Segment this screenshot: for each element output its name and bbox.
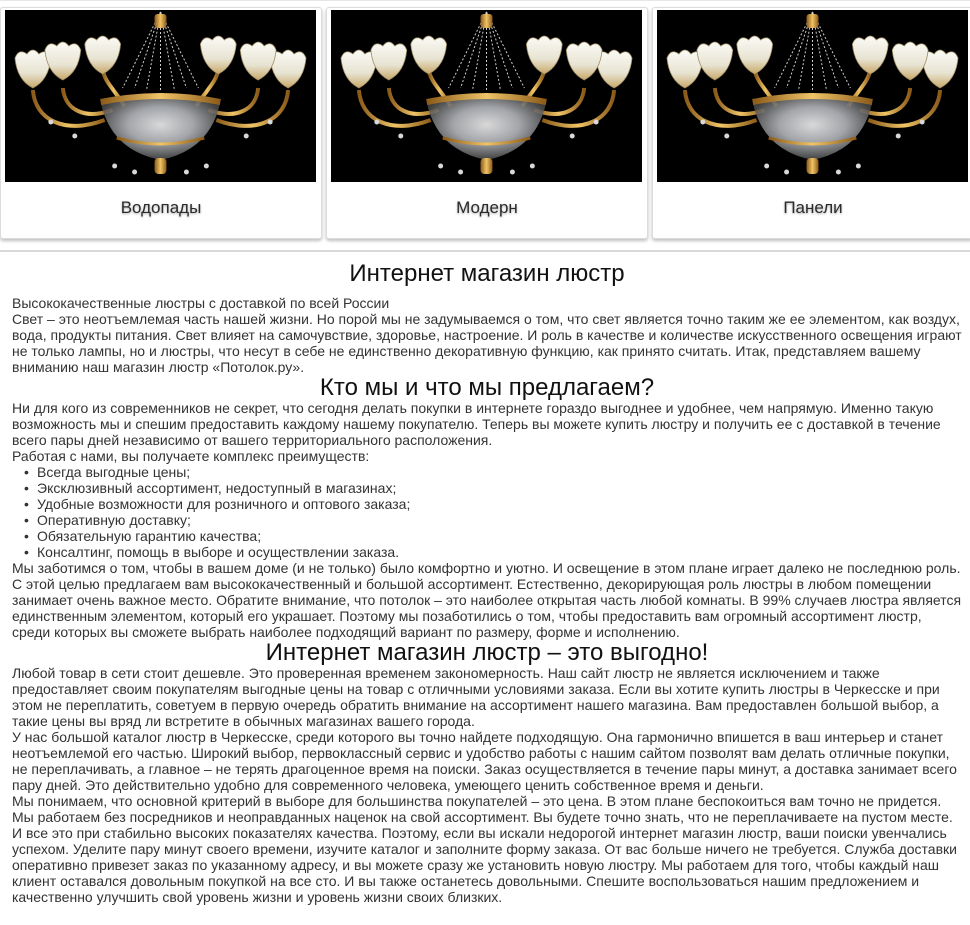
article	[0, 261, 970, 905]
list-item: • Удобные возможности для розничного и оптового заказа;	[37, 496, 962, 512]
category-card-paneli[interactable]	[652, 7, 970, 239]
intro-paragraph: Свет – это неотъемлемая часть нашей жизни. Но порой мы не задумываемся о том, что свет является точно таким же ее элементом, как воздух, вода, продукты питания. Свет влияет на самочувствие, здоровье, настроение. И роль в качестве и количестве искусственного освещения играют не только лампы, но и люстры, что несут в себе не единственно декоративную функцию, как принято считать. Итак, представляем вашему вниманию наш магазин люстр «Потолок.ру».	[12, 311, 962, 375]
category-label[interactable]: Модерн	[456, 198, 518, 217]
category-label[interactable]: Панели	[783, 198, 843, 217]
category-card-modern[interactable]	[326, 7, 648, 239]
paragraph: Мы заботимся о том, чтобы в вашем доме (и не только) было комфортно и уютно. И освещение в этом плане играет далеко не последнюю роль. С этой целью предлагаем вам высококачественный и большой ассортимент. Естественно, декорирующая роль люстры в любом помещении занимает очень важное место. Обратите внимание, что потолок – это наиболее открытая часть любой комнаты. В 99% случаев люстра является единственным элементом, который его украшает. Поэтому мы позаботились о том, чтобы предоставить вам огромный ассортимент люстр, среди которых вы сможете выбрать наиболее подходящий вариант по размеру, форме и исполнению.	[12, 560, 962, 640]
chandelier-image[interactable]	[331, 10, 642, 182]
paragraph: У нас большой каталог люстр в Черкесске, среди которого вы точно найдете подходящую. Она гармонично впишется в ваш интерьер и станет неотъемлемой его частью. Широкий выбор, первоклассный сервис и удобство работы с нашим сайтом позволят вам делать отличные покупки, не переплачивать, а главное – не терять драгоценное время на поиски. Заказ осуществляется в течение пары минут, а доставка занимает всего пару дней. Это действительно удобно для современного человека, умеющего ценить собственное время и деньги.	[12, 729, 957, 793]
chandelier-image[interactable]	[5, 10, 316, 182]
paragraph: Ни для кого из современников не секрет, что сегодня делать покупки в интернете гораздо выгоднее и удобнее, чем напрямую. Именно такую возможность мы и спешим предоставить каждому нашему покупателю. Теперь вы можете купить люстру и получить ее с доставкой в течение всего пары дней независимо от вашего территориального расположения.	[12, 400, 941, 448]
category-card-vodopady[interactable]	[0, 7, 322, 239]
section-heading-benefit: Интернет магазин люстр – это выгодно!	[265, 639, 709, 666]
intro-subtitle: Высококачественные люстры с доставкой по всей России	[12, 295, 390, 311]
category-cards	[0, 0, 970, 250]
list-item: • Обязательную гарантию качества;	[37, 528, 962, 544]
category-label[interactable]: Водопады	[120, 198, 202, 217]
list-item: • Всегда выгодные цены;	[37, 464, 962, 480]
paragraph: Работая с нами, вы получаете комплекс преимуществ:	[12, 448, 370, 464]
chandelier-image[interactable]	[657, 10, 968, 182]
paragraph: Мы понимаем, что основной критерий в выборе для большинства покупателей – это цена. В этом плане беспокоиться вам точно не придется. Мы работаем без посредников и неоправданных наценок на свой ассортимент. Вы будете точно знать, что не переплачиваете на пустом месте. И все это при стабильно высоких показателях качества. Поэтому, если вы искали недорогой интернет магазин люстр, ваши поиски увенчались успехом. Уделите пару минут своего времени, изучите каталог и заполните форму заказа. От вас больше ничего не требуется. Служба доставки оперативно привезет заказ по указанному адресу, и вы можете сразу же установить новую люстру. Мы работаем для того, чтобы каждый наш клиент оставался довольным покупкой на все сто. И вы также останетесь довольными. Спешите воспользоваться нашим предложением и качественно улучшить свой уровень жизни и уровень жизни своих близких.	[12, 793, 957, 905]
benefits-list	[12, 464, 962, 560]
section-heading-about: Кто мы и что мы предлагаем?	[319, 374, 655, 401]
list-item: • Консалтинг, помощь в выборе и осуществлении заказа.	[37, 544, 962, 560]
page-title: Интернет магазин люстр	[349, 260, 625, 287]
list-item: • Эксклюзивный ассортимент, недоступный в магазинах;	[37, 480, 962, 496]
list-item: • Оперативную доставку;	[37, 512, 962, 528]
paragraph: Любой товар в сети стоит дешевле. Это проверенная временем закономерность. Наш сайт люстр не является исключением и также предоставляет своим покупателям выгодные цены на товар с отличными условиями заказа. Если вы хотите купить люстры в Черкесске и при этом не переплатить, советуем в первую очередь обратить внимание на ассортимент нашего магазина. Вам предоставлен большой выбор, а такие цены вы вряд ли встретите в обычных магазинах вашего города.	[12, 665, 940, 729]
